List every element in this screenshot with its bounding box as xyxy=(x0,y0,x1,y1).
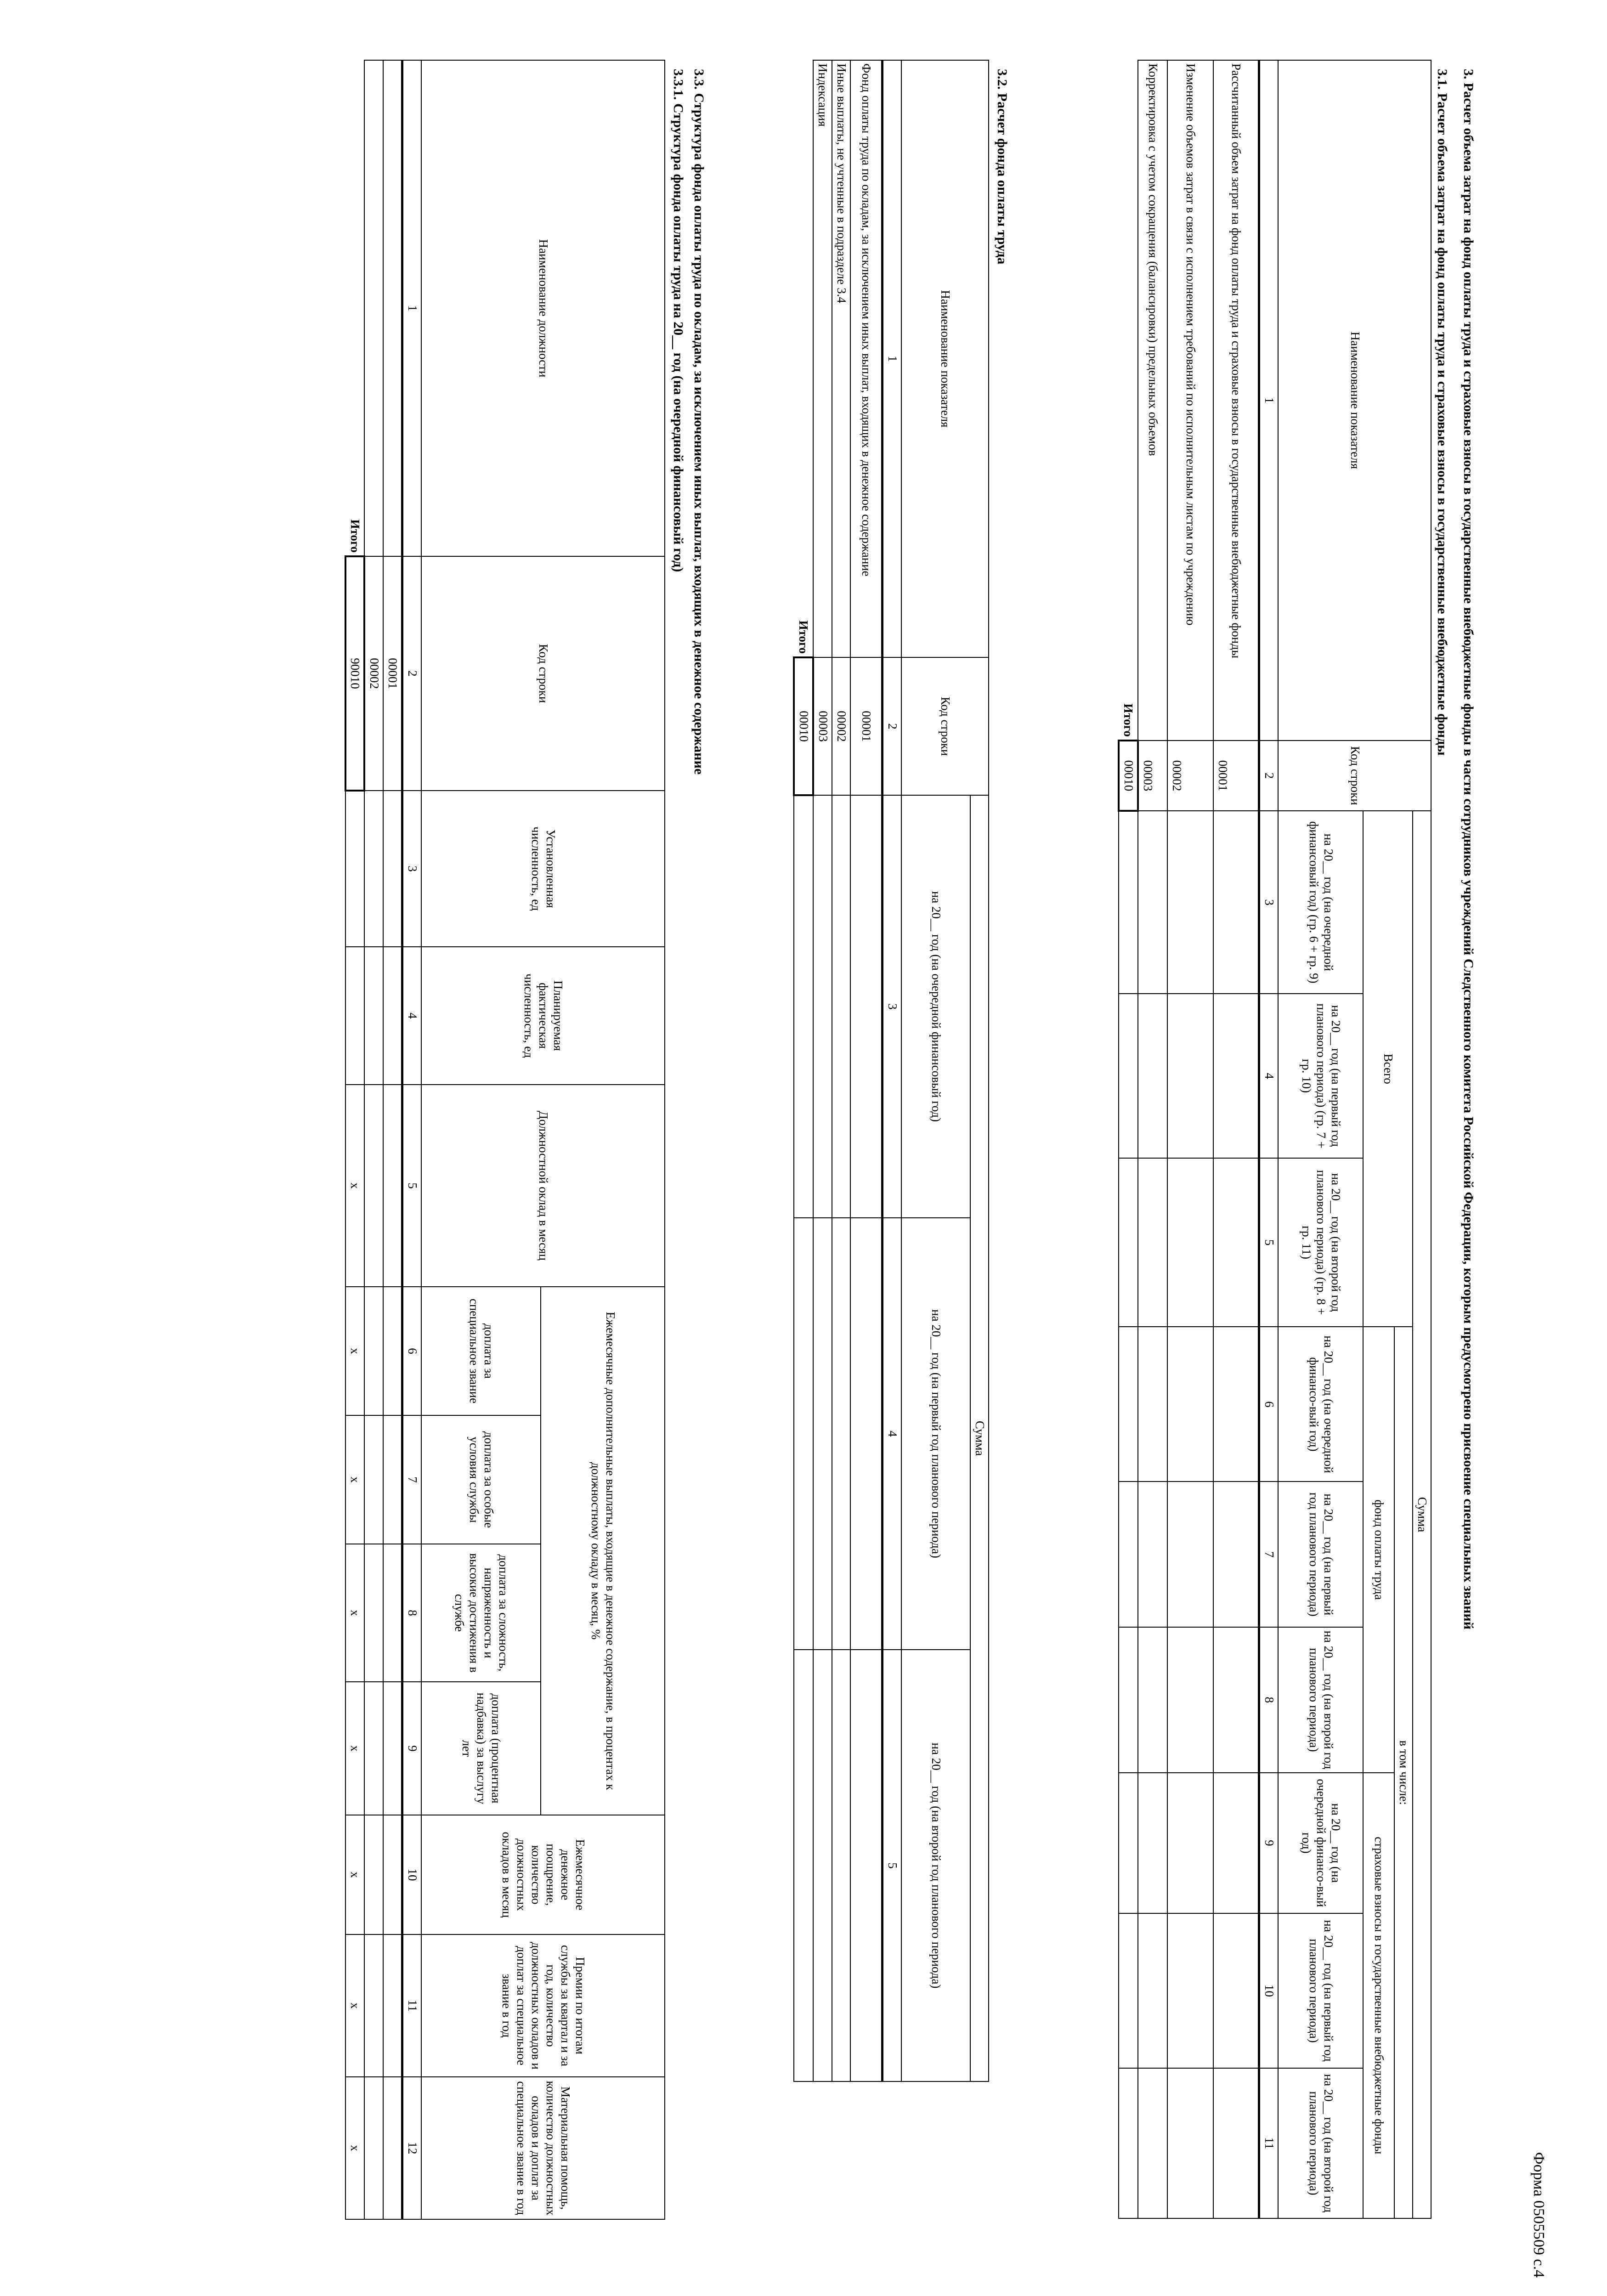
t1-col9: на 20__ год (на очередной финансо-вый год) xyxy=(1278,1773,1363,1913)
t1-col3: на 20__ год (на очередной финансовый год) (гр. 6 + гр. 9) xyxy=(1278,811,1363,994)
t1-cell[interactable] xyxy=(1167,1627,1213,1773)
t2-num: 1 xyxy=(883,60,901,657)
t1-col10: на 20__ год (на первый год планового периода) xyxy=(1278,1913,1363,2068)
t3-cell[interactable] xyxy=(383,1085,402,1287)
table-3-1 xyxy=(1118,60,1432,2219)
t3-cell[interactable] xyxy=(364,947,383,1085)
itogo-row xyxy=(1119,60,1138,2218)
t1-h-ins: страховые взносы в государственные внебюджетные фонды xyxy=(1363,1773,1394,2218)
t3-h-rank: доплата за специальное звание xyxy=(421,1287,541,1415)
form-label: Форма 0505509 с.4 xyxy=(1530,2152,1547,2278)
t2-cell[interactable] xyxy=(832,1218,850,1650)
t1-h-name: Наименование показателя xyxy=(1278,60,1431,741)
itogo-label: Итого xyxy=(1121,703,1136,737)
itogo-row xyxy=(794,60,813,2081)
t1-cell[interactable] xyxy=(1213,1913,1259,2068)
t3-cell[interactable] xyxy=(364,1815,383,1934)
t3-h-code: Код строки xyxy=(421,556,665,791)
t1-cell[interactable] xyxy=(1119,811,1138,994)
t3-cell[interactable] xyxy=(383,947,402,1085)
t1-cell[interactable] xyxy=(1167,1158,1213,1327)
t3-num: 8 xyxy=(402,1544,421,1682)
itogo-row xyxy=(345,60,365,2219)
t1-cell[interactable] xyxy=(1167,1327,1213,1482)
t1-cell[interactable] xyxy=(1119,1327,1138,1482)
t1-cell[interactable] xyxy=(1138,1158,1167,1327)
t1-cell[interactable] xyxy=(1213,1327,1259,1482)
t2-num: 4 xyxy=(883,1218,901,1650)
t3-cell[interactable] xyxy=(364,1287,383,1415)
t1-cell[interactable] xyxy=(1213,994,1259,1158)
t3-num: 3 xyxy=(402,791,421,947)
t1-cell[interactable] xyxy=(1138,1627,1167,1773)
t2-itogo-code: 00010 xyxy=(794,657,813,795)
table-row xyxy=(1167,60,1213,2218)
itogo-label: Итого xyxy=(348,519,362,553)
t1-cell[interactable] xyxy=(1119,1627,1138,1773)
t3-cell[interactable] xyxy=(364,1085,383,1287)
t3-h-monthly: Ежемесячные дополнительные выплаты, входящие в денежное содержание, в процентах к должностному окладу в месяц, % xyxy=(541,1287,665,1815)
t2-row-code: 00001 xyxy=(850,657,883,795)
t1-col11: на 20__ год (на второй год планового периода) xyxy=(1278,2068,1363,2218)
t3-cell[interactable] xyxy=(345,947,365,1085)
t2-row-name: Индексация xyxy=(813,60,832,657)
t1-num: 11 xyxy=(1259,2068,1278,2218)
t3-h-years: доплата (процентная надбавка) за выслугу лет xyxy=(421,1682,541,1815)
t3-h-est: Установленная численность, ед xyxy=(421,791,665,947)
t3-row-code: 00002 xyxy=(364,556,383,791)
t1-num: 5 xyxy=(1259,1158,1278,1327)
t2-h-name: Наименование показателя xyxy=(901,60,989,657)
t1-cell[interactable] xyxy=(1119,1482,1138,1627)
t1-cell[interactable] xyxy=(1138,1482,1167,1627)
t1-cell[interactable] xyxy=(1167,1482,1213,1627)
t2-num: 3 xyxy=(883,795,901,1218)
heading-3-1: 3.1. Расчет объема затрат на фонд оплаты труда и страховые взносы в государственные внебюджетные фонды xyxy=(1435,69,1450,756)
t3-cell[interactable] xyxy=(383,791,402,947)
t1-h-sum: Сумма xyxy=(1413,811,1431,2218)
t3-cell[interactable] xyxy=(364,2077,383,2219)
t1-row-name: Корректировка с учетом сокращения (балансировки) предельных объемов xyxy=(1138,60,1167,741)
t1-h-total: Всего xyxy=(1363,811,1413,1327)
t2-cell[interactable] xyxy=(794,1218,813,1650)
t1-cell[interactable] xyxy=(1138,1327,1167,1482)
t2-row-code: 00002 xyxy=(832,657,850,795)
t1-number-row xyxy=(1259,60,1278,2218)
t2-h-sum: Сумма xyxy=(970,795,989,2081)
table-row xyxy=(832,60,850,2081)
t1-col7: на 20__ год (на первый год планового периода) xyxy=(1278,1482,1363,1627)
t1-itogo-code: 00010 xyxy=(1119,741,1138,811)
t1-cell[interactable] xyxy=(1138,2068,1167,2218)
heading-3-3: 3.3. Структура фонда оплаты труда по окладам, за исключением иных выплат, входящих в денежное содержание xyxy=(691,69,707,775)
t1-cell[interactable] xyxy=(1167,994,1213,1158)
t3-h-plan: Планируемая фактическая численность, ед xyxy=(421,947,665,1085)
table-row xyxy=(813,60,832,2081)
t3-cell[interactable] xyxy=(364,1415,383,1544)
t3-num: 5 xyxy=(402,1085,421,1287)
t1-row-name: Изменение объемов затрат в связи с исполнением требований по исполнительным листам по учреждению xyxy=(1167,60,1213,741)
t3-cell[interactable] xyxy=(364,1544,383,1682)
t3-num: 6 xyxy=(402,1287,421,1415)
t1-row-code: 00003 xyxy=(1138,741,1167,811)
t1-cell[interactable] xyxy=(1213,2068,1259,2218)
t1-cell[interactable] xyxy=(1213,1482,1259,1627)
t3-cell[interactable] xyxy=(383,1544,402,1682)
t3-h-special: доплата за особые условия службы xyxy=(421,1415,541,1544)
t2-cell[interactable] xyxy=(794,795,813,1218)
t3-cell[interactable] xyxy=(364,1934,383,2077)
table-row xyxy=(383,60,402,2219)
t3-h-salary: Должностной оклад в месяц xyxy=(421,1085,665,1287)
t1-num: 4 xyxy=(1259,994,1278,1158)
t1-cell[interactable] xyxy=(1167,1773,1213,1913)
heading-3: 3. Расчет объема затрат на фонд оплаты труда и страховые взносы в государственные внебюджетные фонды в части сотрудников учреждений Следственного комитета Российской Федерации, которым предусмотрено присвоение специальных званий xyxy=(1461,69,1476,1630)
t2-cell[interactable] xyxy=(832,1650,850,2081)
t3-cell[interactable] xyxy=(364,791,383,947)
t1-cell[interactable] xyxy=(1119,994,1138,1158)
t2-cell[interactable] xyxy=(794,1650,813,2081)
t1-cell[interactable] xyxy=(1213,1773,1259,1913)
t1-cell[interactable] xyxy=(1119,1158,1138,1327)
t1-cell[interactable] xyxy=(1167,1913,1213,2068)
x-mark: x xyxy=(345,1544,365,1682)
t3-h-prem: Премии по итогам службы за квартал и за год, количество должностных окладов и доплат за специальное звание в год xyxy=(421,1934,665,2077)
t1-col5: на 20__ год (на второй год планового периода) (гр. 8 + гр. 11) xyxy=(1278,1158,1363,1327)
t2-h-code: Код строки xyxy=(901,657,989,795)
t2-cell[interactable] xyxy=(832,795,850,1218)
t2-num: 5 xyxy=(883,1650,901,2081)
t1-cell[interactable] xyxy=(1138,811,1167,994)
t2-cell[interactable] xyxy=(850,795,883,1218)
t1-num: 8 xyxy=(1259,1627,1278,1773)
t1-row-code: 00001 xyxy=(1213,741,1259,811)
t1-col6: на 20__ год (на очередной финансо-вый год) xyxy=(1278,1327,1363,1482)
t1-cell[interactable] xyxy=(1213,811,1259,994)
t1-cell[interactable] xyxy=(1167,2068,1213,2218)
t3-num: 12 xyxy=(402,2077,421,2219)
heading-3-3-1: 3.3.1. Структура фонда оплаты труда на 20__ год (на очередной финансовый год) xyxy=(671,69,686,572)
t1-cell[interactable] xyxy=(1119,2068,1138,2218)
t1-cell[interactable] xyxy=(1119,1913,1138,2068)
t3-h-complex: доплата за сложность, напряженность и высокие достижения в службе xyxy=(421,1544,541,1682)
t3-num: 10 xyxy=(402,1815,421,1934)
t1-cell[interactable] xyxy=(1213,1158,1259,1327)
itogo-label: Итого xyxy=(797,620,811,654)
table-row xyxy=(364,60,383,2219)
x-mark: x xyxy=(345,1815,365,1934)
t1-h-fot: фонд оплаты труда xyxy=(1363,1327,1394,1772)
t2-row-code: 00003 xyxy=(813,657,832,795)
t3-number-row xyxy=(402,60,421,2219)
t1-cell[interactable] xyxy=(1167,811,1213,994)
t3-num: 9 xyxy=(402,1682,421,1815)
x-mark: x xyxy=(345,1085,365,1287)
t3-h-pos: Наименование должности xyxy=(421,60,665,556)
t3-h-bonus-m: Ежемесячное денежное поощрение, количество должностных окладов в месяц xyxy=(421,1815,665,1934)
table-row xyxy=(1138,60,1167,2218)
t1-cell[interactable] xyxy=(1138,1773,1167,1913)
x-mark: x xyxy=(345,1415,365,1544)
x-mark: x xyxy=(345,2077,365,2219)
t1-num: 6 xyxy=(1259,1327,1278,1482)
t2-cell[interactable] xyxy=(850,1650,883,2081)
t1-num: 2 xyxy=(1259,741,1278,811)
t1-num: 7 xyxy=(1259,1482,1278,1627)
t3-cell[interactable] xyxy=(383,1287,402,1415)
t3-num: 4 xyxy=(402,947,421,1085)
t3-cell[interactable] xyxy=(345,791,365,947)
t3-cell[interactable] xyxy=(364,1682,383,1815)
t1-cell[interactable] xyxy=(1138,1913,1167,2068)
t2-cell[interactable] xyxy=(850,1218,883,1650)
t1-row-name: Рассчитанный объем затрат на фонд оплаты труда и страховые взносы в государственные внебюджетные фонды xyxy=(1213,60,1259,741)
heading-3-2: 3.2. Расчет фонда оплаты труда xyxy=(995,69,1010,265)
t1-cell[interactable] xyxy=(1138,994,1167,1158)
t1-num: 3 xyxy=(1259,811,1278,994)
t3-cell[interactable] xyxy=(383,1815,402,1934)
t1-num: 1 xyxy=(1259,60,1278,741)
t2-cell[interactable] xyxy=(813,1650,832,2081)
table-row xyxy=(1213,60,1259,2218)
t3-cell[interactable] xyxy=(383,1415,402,1544)
t2-col4: на 20__ год (на первый год планового периода) xyxy=(901,1218,970,1650)
t1-col4: на 20__ год (на первый год планового периода) (гр. 7 + гр. 10) xyxy=(1278,994,1363,1158)
table-3-2 xyxy=(793,60,989,2082)
t1-num: 10 xyxy=(1259,1913,1278,2068)
t1-cell[interactable] xyxy=(1213,1627,1259,1773)
t2-row-name: Фонд оплаты труда по окладам, за исключением иных выплат, входящих в денежное содержание xyxy=(850,60,883,657)
t2-row-name: Иные выплаты, не учтенные в подразделе 3.4 xyxy=(832,60,850,657)
x-mark: x xyxy=(345,1287,365,1415)
t3-cell[interactable] xyxy=(383,2077,402,2219)
t1-col8: на 20__ год (на второй год планового периода) xyxy=(1278,1627,1363,1773)
t2-number-row xyxy=(883,60,901,2081)
t3-h-aid: Материальная помощь, количество должностных окладов и доплат за специальное звание в год xyxy=(421,2077,665,2219)
table-3-3-1 xyxy=(345,60,665,2220)
t2-col5: на 20__ год (на второй год планового периода) xyxy=(901,1650,970,2081)
t1-num: 9 xyxy=(1259,1773,1278,1913)
t3-cell[interactable] xyxy=(383,60,402,556)
t1-row-code: 00002 xyxy=(1167,741,1213,811)
x-mark: x xyxy=(345,1682,365,1815)
t3-num: 11 xyxy=(402,1934,421,2077)
t1-cell[interactable] xyxy=(1119,1773,1138,1913)
t3-num: 1 xyxy=(402,60,421,556)
t3-num: 2 xyxy=(402,556,421,791)
t2-cell[interactable] xyxy=(813,795,832,1218)
t3-cell[interactable] xyxy=(364,60,383,556)
t1-h-incl: в том числе: xyxy=(1394,1327,1413,2218)
x-mark: x xyxy=(345,1934,365,2077)
t1-h-code: Код строки xyxy=(1278,741,1431,811)
t2-num: 2 xyxy=(883,657,901,795)
t2-cell[interactable] xyxy=(813,1218,832,1650)
t3-cell[interactable] xyxy=(383,1934,402,2077)
t3-cell[interactable] xyxy=(383,1682,402,1815)
t3-num: 7 xyxy=(402,1415,421,1544)
t3-row-code: 00001 xyxy=(383,556,402,791)
table-row xyxy=(850,60,883,2081)
t3-itogo-code: 90010 xyxy=(345,556,365,791)
t2-col3: на 20__ год (на очередной финансовый год) xyxy=(901,795,970,1218)
